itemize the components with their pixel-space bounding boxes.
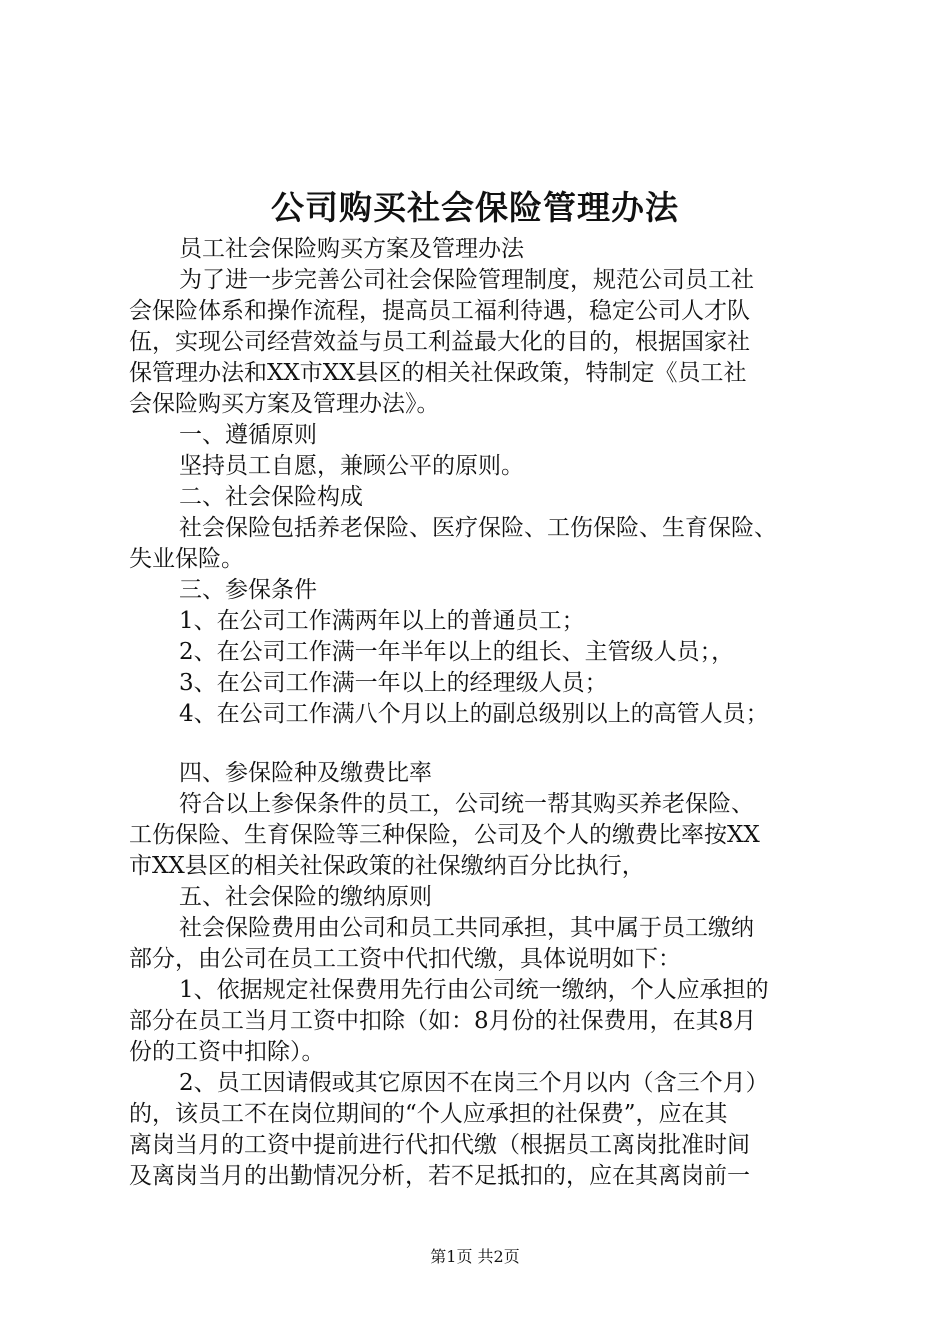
text-line: 1、依据规定社保费用先行由公司统一缴纳，个人应承担的 <box>179 977 769 1003</box>
text-line: 社会保险费用由公司和员工共同承担，其中属于员工缴纳 <box>179 915 754 941</box>
text-line: 工伤保险、生育保险等三种保险，公司及个人的缴费比率按XX <box>129 822 760 848</box>
text-line: 五、社会保险的缴纳原则 <box>179 884 432 910</box>
text-line: 二、社会保险构成 <box>179 484 363 510</box>
text-line: 部分，由公司在员工工资中代扣代缴，具体说明如下： <box>129 946 681 972</box>
text-line: 部分在员工当月工资中扣除（如：8月份的社保费用，在其8月 <box>129 1008 757 1034</box>
blank-line <box>129 730 839 758</box>
text-line: 份的工资中扣除）。 <box>129 1039 325 1065</box>
text-line: 市XX县区的相关社保政策的社保缴纳百分比执行， <box>129 853 645 879</box>
text-line: 3、在公司工作满一年以上的经理级人员； <box>179 670 608 696</box>
text-line: 会保险体系和操作流程，提高员工福利待遇，稳定公司人才队 <box>129 298 750 324</box>
text-line: 1、在公司工作满两年以上的普通员工； <box>179 608 585 634</box>
text-line: 2、员工因请假或其它原因不在岗三个月以内（含三个月） <box>179 1070 769 1096</box>
text-line: 失业保险。 <box>129 546 244 572</box>
text-line: 为了进一步完善公司社会保险管理制度，规范公司员工社 <box>179 267 754 293</box>
text-line: 坚持员工自愿，兼顾公平的原则。 <box>179 453 524 479</box>
text-line: 员工社会保险购买方案及管理办法 <box>179 236 524 262</box>
text-line: 2、在公司工作满一年半年以上的组长、主管级人员；， <box>179 639 735 665</box>
document-title: 公司购买社会保险管理办法 <box>271 188 679 227</box>
text-line: 社会保险包括养老保险、医疗保险、工伤保险、生育保险、 <box>179 515 777 541</box>
text-line: 符合以上参保条件的员工，公司统一帮其购买养老保险、 <box>179 791 754 817</box>
text-line: 及离岗当月的出勤情况分析，若不足抵扣的，应在其离岗前一 <box>129 1163 750 1189</box>
text-line: 三、参保条件 <box>179 577 317 603</box>
text-line: 的，该员工不在岗位期间的“个人应承担的社保费”，应在其 <box>129 1101 728 1127</box>
text-line: 会保险购买方案及管理办法》。 <box>129 391 440 417</box>
text-line: 保管理办法和XX市XX县区的相关社保政策，特制定《员工社 <box>129 360 747 386</box>
text-line: 一、遵循原则 <box>179 422 317 448</box>
text-line: 离岗当月的工资中提前进行代扣代缴（根据员工离岗批准时间 <box>129 1132 750 1158</box>
text-line: 伍，实现公司经营效益与员工利益最大化的目的，根据国家社 <box>129 329 750 355</box>
text-line: 四、参保险种及缴费比率 <box>179 760 432 786</box>
document-body <box>129 234 839 1192</box>
text-line: 4、在公司工作满八个月以上的副总级别以上的高管人员； <box>179 701 769 727</box>
page-footer: 第1页 共2页 <box>430 1247 520 1266</box>
